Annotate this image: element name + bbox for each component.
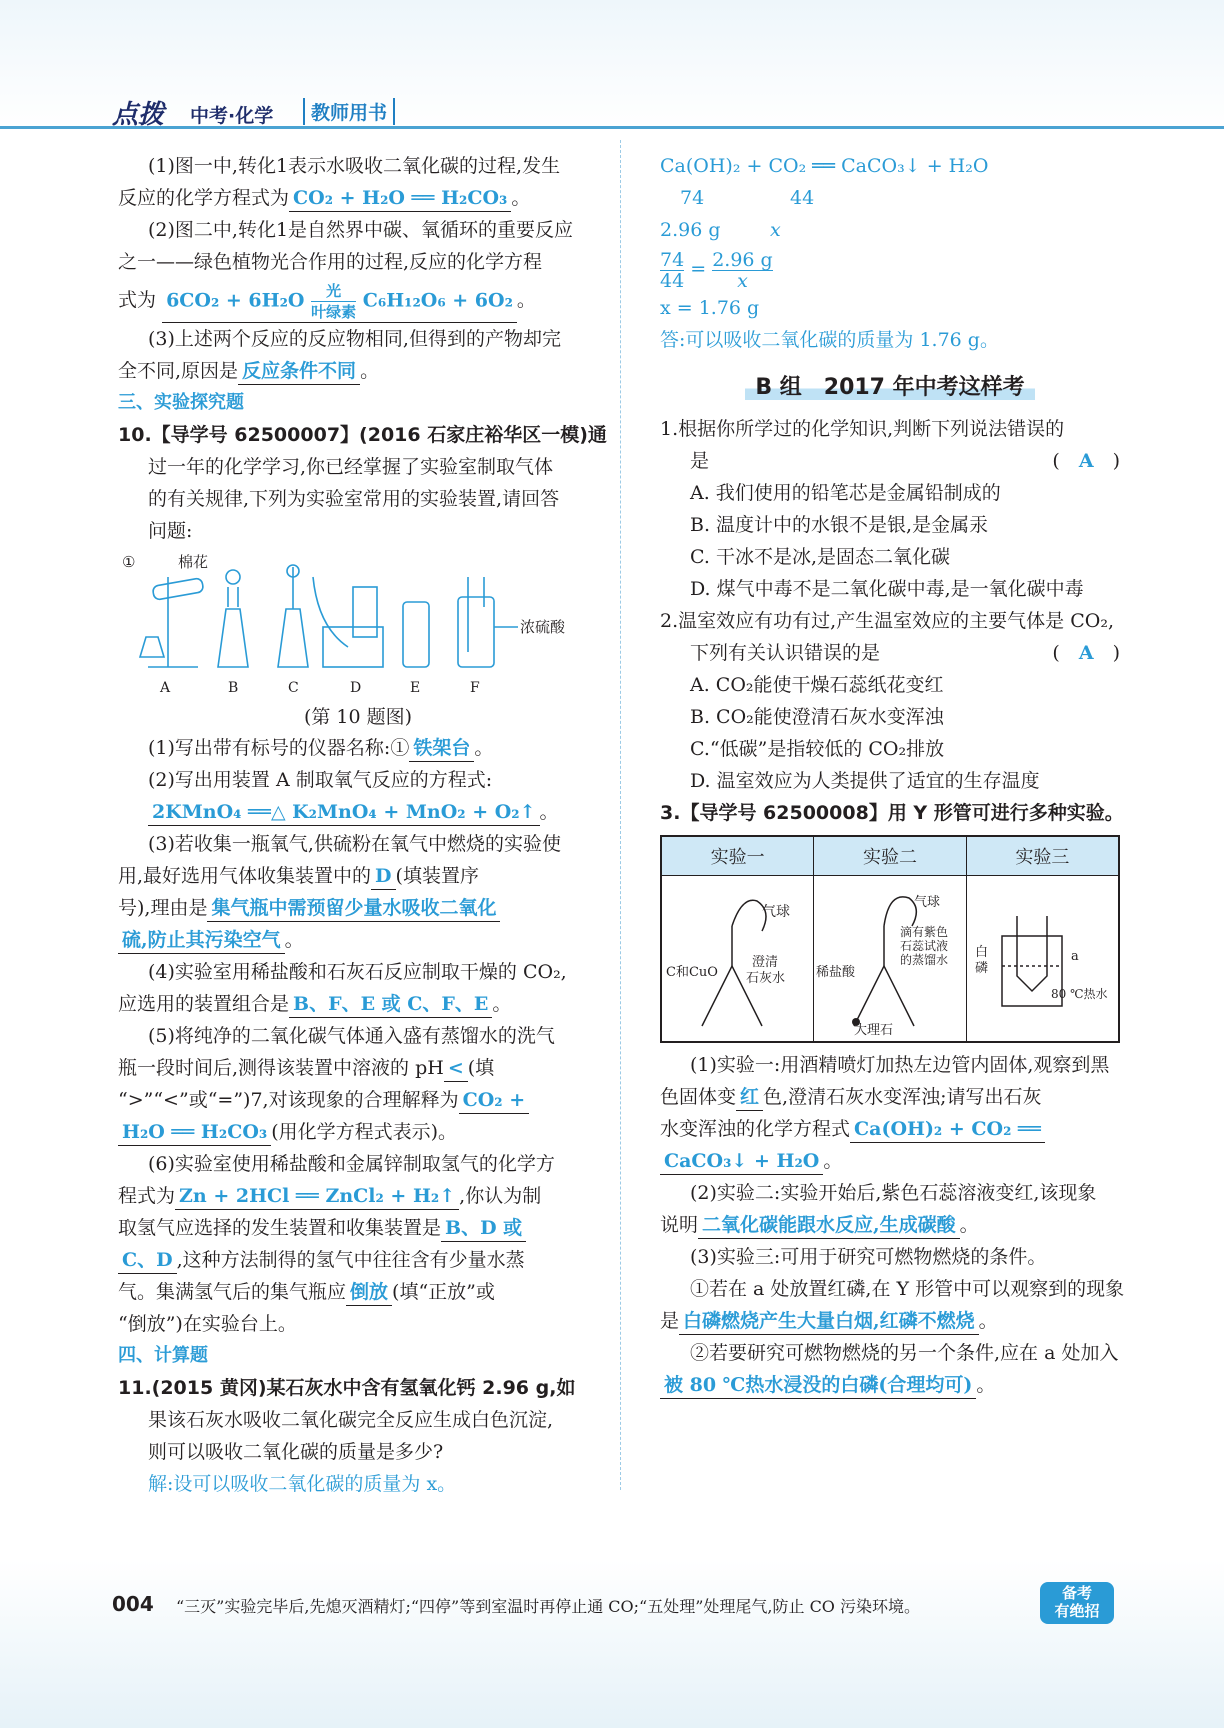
text-line: (3)实验三:可用于研究可燃物燃烧的条件。 [690, 1246, 1047, 1268]
text-line: 之一——绿色植物光合作用的过程,反应的化学方程 [118, 251, 543, 273]
svg-text:白: 白 [974, 945, 988, 960]
text-line: (1)图一中,转化1表示水吸收二氧化碳的过程,发生 [148, 155, 561, 177]
label-acid: 浓硫酸 [520, 617, 566, 636]
svg-text:石灰水: 石灰水 [746, 971, 786, 986]
text-line: (2)写出用装置 A 制取氧气反应的方程式: [148, 768, 493, 791]
letter-d: D [350, 679, 362, 696]
svg-text:石蕊试液: 石蕊试液 [900, 939, 949, 953]
right-column [660, 150, 1125, 1401]
svg-text:澄清: 澄清 [752, 955, 779, 970]
text-line: 水变浑浊的化学方程式 Ca(OH)₂ + CO₂ ══ [660, 1113, 1120, 1145]
text-line: 说明 二氧化碳能跟水反应,生成碳酸 。 [660, 1209, 1120, 1241]
photosynthesis-equation: 式为 6CO₂ + 6H₂O $\frac{\text{光}}{\text{叶绿素}} C_6H_{12}O_6 + 6O_2$ 。 [118, 281, 536, 321]
option: A. 我们使用的铅笔芯是金属铅制成的 [690, 482, 1001, 504]
option: A. CO₂能使干燥石蕊纸花变红 [690, 674, 944, 696]
svg-text:磷: 磷 [974, 961, 988, 976]
calc-proportion: $\frac{74}{44}$ = $\frac{2.96 g}{x}$ [660, 248, 773, 292]
answer-blank: 集气瓶中需预留少量水吸收二氧化 [207, 895, 500, 922]
svg-text:滴有紫色: 滴有紫色 [900, 925, 949, 939]
answer-blank: 硫,防止其污染空气 [118, 927, 285, 954]
svg-text:a: a [1070, 949, 1079, 964]
option: B. CO₂能使澄清石灰水变浑浊 [690, 706, 944, 728]
question-head: 11.(2015 黄冈)某石灰水中含有氢氧化钙 2.96 g,如 [118, 1376, 576, 1399]
calc-masses: 74 44 [680, 187, 815, 209]
text-line: 则可以吸收二氧化碳的质量是多少? [148, 1440, 444, 1463]
option: C. 干冰不是冰,是固态二氧化碳 [690, 546, 950, 568]
svg-text:稀盐酸: 稀盐酸 [816, 965, 856, 980]
table-header: 实验二 [814, 836, 966, 876]
answer-blank: 二氧化碳能跟水反应,生成碳酸 [698, 1212, 960, 1239]
answer-blank: C、D [118, 1247, 177, 1274]
calc-result: x = 1.76 g [660, 297, 760, 319]
text-line: 的有关规律,下列为实验室常用的实验装置,请回答 [148, 487, 560, 510]
answer-blank: B、F、E 或 C、F、E [289, 991, 492, 1018]
svg-text:气球: 气球 [914, 895, 941, 910]
text-line: 果该石灰水吸收二氧化碳完全反应生成白色沉淀, [148, 1408, 554, 1431]
answer-blank: 被 80 ℃热水浸没的白磷(合理均可) [660, 1372, 976, 1399]
answer-blank: B、D 或 [441, 1215, 526, 1242]
answer-blank: 白磷燃烧产生大量白烟,红磷不燃烧 [679, 1308, 979, 1335]
text-line: 问题: [148, 519, 193, 542]
balloon [732, 900, 766, 931]
label-marker: ① [122, 552, 136, 571]
text-line: 全不同,原因是 反应条件不同 。 [118, 355, 598, 387]
text-line: 是 ( A ) [660, 445, 1120, 477]
section-heading: 三、实验探究题 [118, 391, 244, 413]
text-line: “>”“<”或“=”)7,对该现象的合理解释为 CO₂ + [118, 1084, 598, 1116]
figure-caption: (第 10 题图) [303, 705, 413, 728]
apparatus-figure [118, 547, 588, 697]
svg-text:80 ℃热水: 80 ℃热水 [1050, 987, 1108, 1001]
answer-blank: 红 [736, 1084, 763, 1111]
text-line: 2KMnO₄ ══△ K₂MnO₄ + MnO₂ + O₂↑ 。 [118, 796, 598, 828]
balloon [884, 897, 916, 926]
text-line: 瓶一段时间后,测得该装置中溶液的 pH < (填 [118, 1052, 598, 1084]
experiment-2-cell [814, 876, 966, 1043]
calc-equation: Ca(OH)₂ + CO₂ ══ CaCO₃↓ + H₂O [660, 155, 989, 177]
left-column [118, 150, 607, 1500]
test-tube [152, 577, 204, 599]
text-line: (2)实验二:实验开始后,紫色石蕊溶液变红,该现象 [690, 1182, 1097, 1204]
experiment-1-cell [661, 876, 814, 1043]
text-line: CaCO₃↓ + H₂O 。 [660, 1145, 1120, 1177]
text-line: 过一年的化学学习,你已经掌握了实验室制取气体 [148, 455, 554, 478]
table-header: 实验三 [966, 836, 1119, 876]
text-line: C、D ,这种方法制得的氢气中往往含有少量水蒸 [118, 1244, 598, 1276]
bottle-e [403, 602, 429, 667]
option: B. 温度计中的水银不是银,是金属汞 [690, 514, 989, 536]
answer-blank: 反应条件不同 [238, 358, 360, 385]
question-2: 2.温室效应有功有过,产生温室效应的主要气体是 CO₂, [660, 610, 1114, 632]
flask-b [218, 587, 248, 667]
header-rule [0, 126, 1224, 129]
text-line: 用,最好选用气体收集装置中的 D (填装置序 [118, 860, 598, 892]
header-band [0, 0, 1224, 128]
table-header: 实验一 [661, 836, 814, 876]
letter-f: F [470, 679, 480, 696]
text-line: 号),理由是 集气瓶中需预留少量水吸收二氧化 [118, 892, 598, 924]
svg-text:气球: 气球 [762, 904, 790, 920]
text-line: (5)将纯净的二氧化碳气体通入盛有蒸馏水的洗气 [148, 1024, 555, 1047]
text-line: ①若在 a 处放置红磷,在 Y 形管中可以观察到的现象 [690, 1278, 1125, 1300]
answer-blank: H₂O ══ H₂CO₃ [118, 1119, 271, 1146]
option: D. 温室效应为人类提供了适宜的生存温度 [690, 770, 1040, 792]
experiment-table [660, 835, 1120, 1043]
text-line: 是 白磷燃烧产生大量白烟,红磷不燃烧 。 [660, 1305, 1120, 1337]
answer-blank: CO₂ + H₂O ══ H₂CO₃ [289, 185, 511, 212]
book-type-label: 教师用书 [303, 98, 395, 125]
question-head: 10.【导学号 62500007】(2016 石家庄裕华区一模)通 [118, 423, 607, 446]
answer-blank: 倒放 [346, 1279, 392, 1306]
text-line: H₂O ══ H₂CO₃ (用化学方程式表示)。 [118, 1116, 598, 1148]
text-line: (1)写出带有标号的仪器名称:① 铁架台 。 [118, 732, 598, 764]
letter-a: A [160, 679, 171, 696]
answer-blank: CO₂ + [459, 1087, 530, 1114]
text-line: (3)上述两个反应的反应物相同,但得到的产物却完 [148, 327, 561, 350]
reaction-condition: $\frac{\text{光}}{\text{叶绿素}}$ [311, 281, 357, 321]
funnel-b [226, 570, 240, 584]
option: C.“低碳”是指较低的 CO₂排放 [690, 738, 945, 760]
jar-d [353, 587, 377, 637]
column-divider [620, 140, 621, 1490]
solution-line: 解:设可以吸收二氧化碳的质量为 x。 [148, 1472, 457, 1495]
text-line: 气。集满氢气后的集气瓶应 倒放 (填“正放”或 [118, 1276, 598, 1308]
text-line: (3)若收集一瓶氧气,供硫粉在氧气中燃烧的实验使 [148, 832, 561, 855]
answer-blank: Zn + 2HCl ══ ZnCl₂ + H₂↑ [175, 1183, 459, 1210]
svg-text:大理石: 大理石 [854, 1023, 894, 1036]
tube-d [313, 577, 348, 647]
bottle-f [458, 597, 494, 667]
option: D. 煤气中毒不是二氧化碳中毒,是一氧化碳中毒 [690, 578, 1084, 600]
brand-logo: 点拨 [112, 100, 165, 130]
text-line: 被 80 ℃热水浸没的白磷(合理均可) 。 [660, 1369, 1120, 1401]
subject-label: 中考·化学 [190, 105, 274, 127]
text-line: 应选用的装置组合是 B、F、E 或 C、F、E 。 [118, 988, 598, 1020]
alcohol-lamp [140, 637, 164, 657]
answer-blank: Ca(OH)₂ + CO₂ ══ [850, 1116, 1045, 1143]
question-3: 3.【导学号 62500008】用 Y 形管可进行多种实验。 [660, 802, 1124, 824]
letter-c: C [288, 679, 299, 696]
svg-text:C和CuO: C和CuO [666, 965, 718, 980]
text-line: 反应的化学方程式为 CO₂ + H₂O ══ H₂CO₃ 。 [118, 182, 598, 214]
answer-blank: D [371, 863, 395, 890]
text-line: 色固体变 红 色,澄清石灰水变浑浊;请写出石灰 [660, 1081, 1120, 1113]
answer-blank: CaCO₃↓ + H₂O [660, 1148, 823, 1175]
text-line: 硫,防止其污染空气 。 [118, 924, 598, 956]
text-line: (6)实验室使用稀盐酸和金属锌制取氢气的化学方 [148, 1152, 555, 1175]
y-tube [854, 966, 914, 1026]
footer-tip: “三灭”实验完毕后,先熄灭酒精灯;“四停”等到室温时再停止通 CO;“五处理”处理尾气,防止 CO 污染环境。 [176, 1597, 921, 1616]
footer-badge: 备考 有绝招 [1040, 1582, 1114, 1624]
answer-blank: 铁架台 [409, 735, 474, 762]
page-number: 004 [112, 1592, 154, 1616]
svg-text:的蒸馏水: 的蒸馏水 [900, 953, 949, 967]
y-tube [1017, 916, 1047, 991]
choice-answer: ( A ) [1052, 642, 1120, 664]
answer-blank: 6CO₂ + 6H₂O $\frac{\text{光}}{\text{叶绿素}} C_6H_{12}O_6 + 6O_2$ [162, 281, 517, 323]
letter-e: E [410, 679, 421, 696]
letter-b: B [228, 679, 239, 696]
experiment-3-cell [966, 876, 1119, 1043]
flask-c [278, 609, 308, 667]
text-line: (1)实验一:用酒精喷灯加热左边管内固体,观察到黑 [690, 1054, 1110, 1076]
calc-values: 2.96 g x [660, 219, 781, 241]
text-line: 程式为 Zn + 2HCl ══ ZnCl₂ + H₂↑ ,你认为制 [118, 1180, 598, 1212]
question-1: 1.根据你所学过的化学知识,判断下列说法错误的 [660, 418, 1065, 440]
text-line: (4)实验室用稀盐酸和石灰石反应制取干燥的 CO₂, [148, 960, 567, 983]
section-heading: 四、计算题 [118, 1344, 208, 1366]
text-line: “倒放”)在实验台上。 [118, 1312, 297, 1335]
answer-blank: < [444, 1055, 468, 1082]
text-line: 下列有关认识错误的是 ( A ) [660, 637, 1120, 669]
group-b-heading: B 组 2017 年中考这样考 [660, 370, 1120, 401]
text-line: ②若要研究可燃物燃烧的另一个条件,应在 a 处加入 [690, 1342, 1119, 1364]
calc-answer: 答:可以吸收二氧化碳的质量为 1.76 g。 [660, 329, 999, 351]
text-line: (2)图二中,转化1是自然界中碳、氧循环的重要反应 [148, 219, 574, 241]
text-line: 取氢气应选择的发生装置和收集装置是 B、D 或 [118, 1212, 598, 1244]
choice-answer: ( A ) [1052, 450, 1120, 472]
label-cotton: 棉花 [178, 552, 209, 571]
answer-blank: 2KMnO₄ ══△ K₂MnO₄ + MnO₂ + O₂↑ [148, 799, 540, 826]
